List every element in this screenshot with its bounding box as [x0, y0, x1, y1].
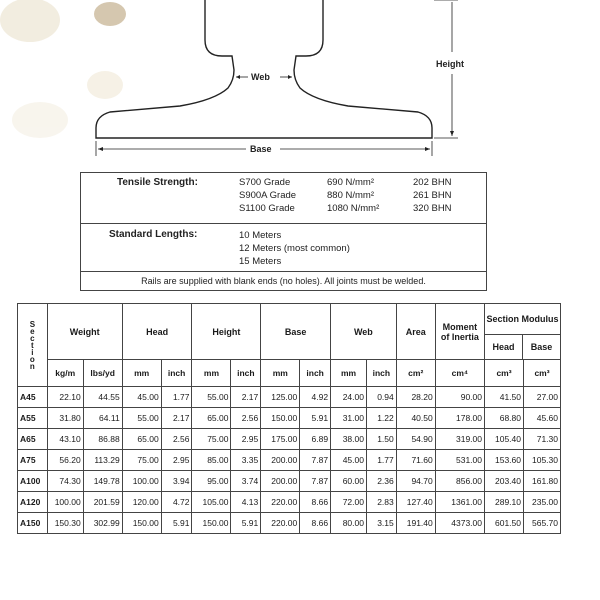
- table-cell: 203.40: [485, 471, 524, 492]
- table-cell: 31.00: [331, 408, 367, 429]
- table-cell: 4.92: [300, 387, 331, 408]
- tensile-strength-section: [81, 173, 486, 224]
- section-name-cell: A65: [18, 429, 48, 450]
- table-cell: 3.74: [231, 471, 261, 492]
- grade-name: S1100 Grade: [239, 203, 295, 214]
- grade-row: [239, 202, 473, 215]
- moment-of-inertia-header: Moment of Inertia: [435, 304, 484, 360]
- table-cell: 113.29: [83, 450, 122, 471]
- length-item: 12 Meters (most common): [239, 243, 350, 254]
- table-cell: 55.00: [192, 387, 231, 408]
- table-cell: 28.20: [396, 387, 435, 408]
- length-item: 10 Meters: [239, 230, 282, 241]
- table-cell: 105.30: [524, 450, 561, 471]
- unit-header: mm: [261, 360, 300, 387]
- grade-row: [239, 176, 473, 189]
- unit-header: mm: [122, 360, 161, 387]
- table-cell: 45.00: [331, 450, 367, 471]
- unit-header: mm: [192, 360, 231, 387]
- grade-strength: 1080 N/mm²: [327, 203, 380, 214]
- table-cell: 1.77: [366, 450, 396, 471]
- table-cell: 90.00: [435, 387, 484, 408]
- unit-header: lbs/yd: [83, 360, 122, 387]
- base-header: Base: [261, 304, 331, 360]
- unit-header: kg/m: [47, 360, 83, 387]
- unit-header: inch: [231, 360, 261, 387]
- section-name-cell: A75: [18, 450, 48, 471]
- grade-hardness: 202 BHN: [413, 177, 452, 188]
- table-cell: 5.91: [300, 408, 331, 429]
- section-name-cell: A45: [18, 387, 48, 408]
- head-header: Head: [122, 304, 192, 360]
- table-cell: 55.00: [122, 408, 161, 429]
- grade-hardness: 320 BHN: [413, 203, 452, 214]
- table-cell: 94.70: [396, 471, 435, 492]
- table-cell: 100.00: [47, 492, 83, 513]
- table-cell: 565.70: [524, 513, 561, 534]
- weight-header: Weight: [47, 304, 122, 360]
- rail-dimensions-table: [17, 303, 561, 534]
- decorative-blur: [0, 0, 126, 138]
- table-row: [18, 471, 561, 492]
- table-row: [18, 408, 561, 429]
- area-header: Area: [396, 304, 435, 360]
- table-cell: 80.00: [331, 513, 367, 534]
- table-cell: 75.00: [122, 450, 161, 471]
- table-cell: 235.00: [524, 492, 561, 513]
- table-cell: 200.00: [261, 450, 300, 471]
- table-cell: 44.55: [83, 387, 122, 408]
- table-cell: 71.30: [524, 429, 561, 450]
- table-cell: 72.00: [331, 492, 367, 513]
- table-cell: 319.00: [435, 429, 484, 450]
- rail-profile-diagram: [0, 0, 600, 170]
- table-cell: 1.77: [161, 387, 192, 408]
- table-row: [18, 450, 561, 471]
- table-cell: 45.00: [122, 387, 161, 408]
- table-cell: 41.50: [485, 387, 524, 408]
- table-cell: 220.00: [261, 492, 300, 513]
- rail-dimensions-table-wrap: [17, 303, 561, 534]
- table-cell: 105.00: [192, 492, 231, 513]
- grade-list: [239, 176, 473, 215]
- unit-header: mm: [331, 360, 367, 387]
- table-body: [18, 387, 561, 534]
- table-cell: 6.89: [300, 429, 331, 450]
- unit-header: inch: [161, 360, 192, 387]
- section-modulus-title: Section Modulus: [485, 304, 560, 335]
- table-cell: 40.50: [396, 408, 435, 429]
- table-cell: 178.00: [435, 408, 484, 429]
- table-cell: 2.56: [231, 408, 261, 429]
- table-cell: 153.60: [485, 450, 524, 471]
- lengths-list: [239, 229, 350, 268]
- web-label: Web: [251, 72, 270, 82]
- table-cell: 54.90: [396, 429, 435, 450]
- table-cell: 60.00: [331, 471, 367, 492]
- modulus-base-header: Base: [530, 342, 553, 352]
- grade-strength: 880 N/mm²: [327, 190, 374, 201]
- table-cell: 120.00: [122, 492, 161, 513]
- table-cell: 302.99: [83, 513, 122, 534]
- base-label: Base: [250, 144, 272, 154]
- height-header: Height: [192, 304, 261, 360]
- unit-header: cm³: [485, 360, 524, 387]
- table-cell: 8.66: [300, 492, 331, 513]
- table-cell: 4.13: [231, 492, 261, 513]
- table-cell: 7.87: [300, 471, 331, 492]
- table-cell: 5.91: [161, 513, 192, 534]
- grade-name: S900A Grade: [239, 190, 297, 201]
- web-header: Web: [331, 304, 397, 360]
- table-cell: 5.91: [231, 513, 261, 534]
- table-cell: 125.00: [261, 387, 300, 408]
- table-cell: 2.17: [231, 387, 261, 408]
- table-cell: 2.56: [161, 429, 192, 450]
- table-cell: 95.00: [192, 471, 231, 492]
- table-cell: 100.00: [122, 471, 161, 492]
- grade-name: S700 Grade: [239, 177, 291, 188]
- table-cell: 150.30: [47, 513, 83, 534]
- table-cell: 531.00: [435, 450, 484, 471]
- table-cell: 289.10: [485, 492, 524, 513]
- table-cell: 2.83: [366, 492, 396, 513]
- table-cell: 2.36: [366, 471, 396, 492]
- table-cell: 3.15: [366, 513, 396, 534]
- table-cell: 150.00: [192, 513, 231, 534]
- table-cell: 2.95: [231, 429, 261, 450]
- table-cell: 4.72: [161, 492, 192, 513]
- section-name-cell: A150: [18, 513, 48, 534]
- table-row: [18, 429, 561, 450]
- table-cell: 150.00: [261, 408, 300, 429]
- table-cell: 856.00: [435, 471, 484, 492]
- section-name-cell: A100: [18, 471, 48, 492]
- table-cell: 38.00: [331, 429, 367, 450]
- standard-lengths-section: [81, 224, 486, 272]
- rail-ends-note: Rails are supplied with blank ends (no holes). All joints must be welded.: [141, 276, 426, 286]
- table-cell: 71.60: [396, 450, 435, 471]
- table-cell: 2.17: [161, 408, 192, 429]
- table-cell: 56.20: [47, 450, 83, 471]
- table-cell: 65.00: [192, 408, 231, 429]
- table-cell: 74.30: [47, 471, 83, 492]
- table-row: [18, 387, 561, 408]
- table-cell: 161.80: [524, 471, 561, 492]
- table-cell: 64.11: [83, 408, 122, 429]
- rail-spec-box: [80, 172, 487, 291]
- table-cell: 7.87: [300, 450, 331, 471]
- rail-outline: [96, 0, 432, 138]
- table-cell: 3.35: [231, 450, 261, 471]
- table-cell: 85.00: [192, 450, 231, 471]
- standard-lengths-heading: Standard Lengths:: [109, 229, 198, 240]
- table-cell: 22.10: [47, 387, 83, 408]
- section-modulus-header: [485, 304, 561, 360]
- table-cell: 24.00: [331, 387, 367, 408]
- table-cell: 601.50: [485, 513, 524, 534]
- unit-header: inch: [300, 360, 331, 387]
- height-label: Height: [436, 59, 464, 69]
- table-cell: 200.00: [261, 471, 300, 492]
- table-cell: 8.66: [300, 513, 331, 534]
- section-name-cell: A120: [18, 492, 48, 513]
- table-cell: 149.78: [83, 471, 122, 492]
- table-cell: 31.80: [47, 408, 83, 429]
- table-cell: 201.59: [83, 492, 122, 513]
- table-cell: 27.00: [524, 387, 561, 408]
- table-cell: 75.00: [192, 429, 231, 450]
- length-item: 15 Meters: [239, 256, 282, 267]
- table-cell: 150.00: [122, 513, 161, 534]
- table-cell: 43.10: [47, 429, 83, 450]
- table-cell: 4373.00: [435, 513, 484, 534]
- unit-header: cm³: [524, 360, 561, 387]
- unit-header: cm²: [396, 360, 435, 387]
- table-cell: 68.80: [485, 408, 524, 429]
- tensile-strength-heading: Tensile Strength:: [117, 177, 198, 188]
- table-cell: 3.94: [161, 471, 192, 492]
- table-cell: 191.40: [396, 513, 435, 534]
- grade-row: [239, 189, 473, 202]
- section-header: Section: [18, 304, 48, 387]
- table-row: [18, 492, 561, 513]
- modulus-head-header: Head: [485, 335, 523, 359]
- table-row: [18, 513, 561, 534]
- units-row: [18, 360, 561, 387]
- table-cell: 86.88: [83, 429, 122, 450]
- table-cell: 2.95: [161, 450, 192, 471]
- grade-hardness: 261 BHN: [413, 190, 452, 201]
- table-cell: 105.40: [485, 429, 524, 450]
- table-cell: 127.40: [396, 492, 435, 513]
- table-cell: 220.00: [261, 513, 300, 534]
- table-cell: 1.50: [366, 429, 396, 450]
- unit-header: inch: [366, 360, 396, 387]
- table-cell: 175.00: [261, 429, 300, 450]
- section-name-cell: A55: [18, 408, 48, 429]
- table-cell: 1361.00: [435, 492, 484, 513]
- table-cell: 0.94: [366, 387, 396, 408]
- table-cell: 1.22: [366, 408, 396, 429]
- table-cell: 65.00: [122, 429, 161, 450]
- unit-header: cm⁴: [435, 360, 484, 387]
- table-cell: 45.60: [524, 408, 561, 429]
- grade-strength: 690 N/mm²: [327, 177, 374, 188]
